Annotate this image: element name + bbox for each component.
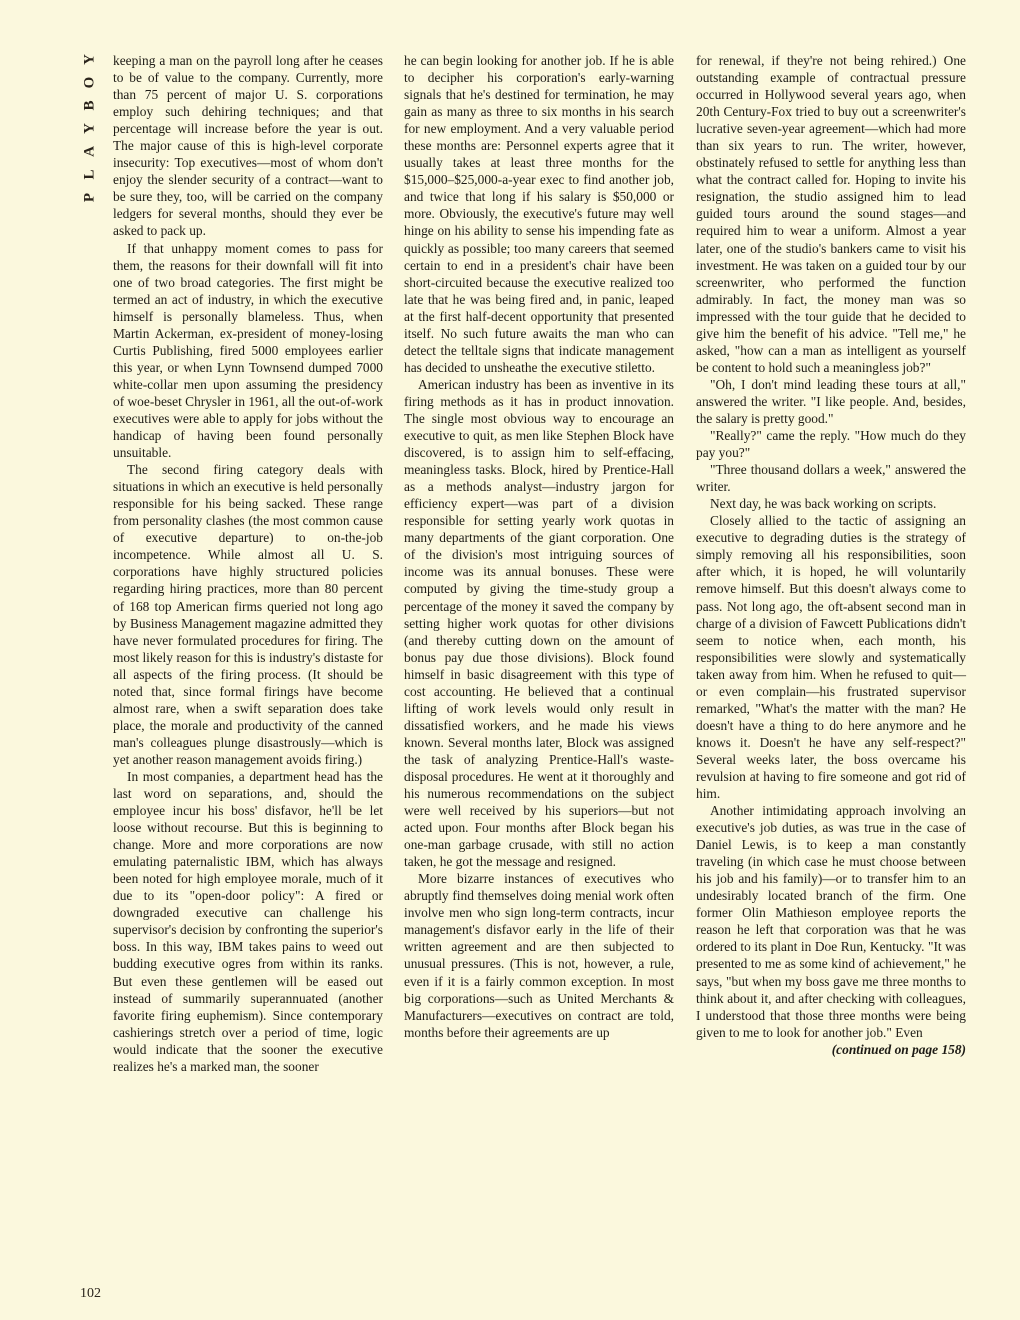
paragraph: "Really?" came the reply. "How much do they pay you?" [696, 428, 966, 461]
text-column-1 [113, 52, 383, 1075]
magazine-masthead [82, 48, 98, 209]
paragraph: More bizarre instances of executives who abruptly find themselves doing menial work often involve men who sign long-term contracts, incur management's disfavor early in the life of their written agreement and are then subjected to unusual pressures. (This is not, however, a rule, even if it is a fairly common exception. In most big corporations—such as United Merchants & Manufacturers—executives on contract are told, months before their agreements are up [404, 871, 674, 1040]
masthead-letter: P [81, 192, 98, 203]
text-column-3 [696, 52, 966, 1058]
continued-line: (continued on page 158) [831, 1041, 966, 1057]
masthead-letter: A [81, 146, 98, 157]
paragraph: for renewal, if they're not being rehired.) One outstanding example of contractual pressure occurred in Hollywood several years ago, when 20th Century-Fox tried to buy out a screenwriter's lucrative seven-year agreement—which had more than six years to run. The writer, however, obstinately refused to settle for anything less than what the contract called for. Hoping to invite his resignation, the studio assigned him to lead guided tours around the sound stages—and required him to wear a uniform. Almost a year later, one of the studio's bankers came to visit his investment. He was taken on a guided tour by our screenwriter, who performed the function admirably. In fact, the money man was so impressed with the tour guide that he decided to give him the benefit of his advice. "Tell me," he asked, "how can a man as intelligent as yourself be content to hold such a meaningless job?" [696, 53, 966, 375]
masthead-letter: Y [81, 54, 98, 65]
page-number: 102 [80, 1286, 101, 1301]
paragraph: Next day, he was back working on scripts. [710, 496, 937, 512]
paragraph: If that unhappy moment comes to pass for them, the reasons for their downfall will fit into one of two broad categories. The first might be termed an act of industry, in which the executive himself is personally blameless. Thus, when Martin Ackerman, ex-president of money-losing Curtis Publishing, fired 5000 employees earlier this year, or when Lynn Townsend dumped 7000 white-collar men upon assuming the presidency of woe-beset Chrysler in 1961, all the out-of-work executives were able to apply for jobs without the handicap of having been found personally unsuitable. [113, 240, 383, 461]
paragraph: he can begin looking for another job. If he is able to decipher his corporation's early-warning signals that he's destined for termination, he may gain as many as three to six months in his search for new employment. And a very valuable period these months are: Personnel experts agree that it usually takes at least three months for the $15,000–$25,000-a-year exec to find another job, and twice that long if his salary is $50,000 or more. Obviously, the executive's future may well hinge on his ability to sense his impending fate as quickly as possible; too many careers that seemed certain to end in a president's chair have been short-circuited because the executive realized too late that he was being fired and, in panic, leaped at the first half-decent opportunity that presented itself. No such future awaits the man who can detect the telltale signs that indicate management has decided to unsheathe the executive stiletto. [404, 53, 674, 375]
masthead-letter: B [81, 100, 98, 111]
paragraph: Closely allied to the tactic of assigning an executive to degrading duties is the strategy of simply removing all his responsibilities, soon after which, it is hoped, he will voluntarily remove himself. But this doesn't always come to pass. Not long ago, the oft-absent second man in charge of a division of Fawcett Publications didn't seem to notice when, each month, his responsibilities were slowly and systematically taken away from him. When he refused to quit—or even complain—his frustrated supervisor remarked, "What's the matter with the man? He doesn't have a thing to do here anymore and he knows it. Doesn't he have any self-respect?" Several weeks later, the boss overcame his revulsion at having to fire someone and got rid of him. [696, 513, 966, 802]
masthead-letter: O [81, 76, 98, 89]
text-column-2 [404, 52, 674, 1041]
paragraph: Another intimidating approach involving an executive's job duties, as was true in the case of Daniel Lewis, is to keep a man constantly traveling (in which case he must choose between his job and his family)—or to transfer him to an undesirably located branch of the firm. One former Olin Mathieson employee reports the reason he left that corporation was that he was ordered to its plant in Doe Run, Kentucky. "It was presented to me as some kind of achievement," he says, "but when my boss gave me three months to think about it, and after checking with colleagues, I understood that those three months were being given to me to look for another job." Even [696, 803, 966, 1040]
masthead-letter: Y [81, 123, 98, 134]
paragraph: American industry has been as inventive in its firing methods as it has in product innovation. The single most obvious way to encourage an executive to quit, as men like Stephen Block have discovered, is to assign him to self-effacing, meaningless tasks. Block, hired by Prentice-Hall as a methods analyst—industry jargon for efficiency expert—was part of a division responsible for setting yearly work quotas in many departments of the giant corporation. One of the division's most intriguing sources of income was its annual bonuses. These were computed by giving the time-study group a percentage of the money it saved the company by setting higher work quotas for other divisions (and thereby cutting down on the amount of bonus pay due those divisions). Block found himself in basic disagreement with this type of cost accounting. He believed that a continual lifting of work levels would only result in dissatisfied workers, and he made his views known. Several months later, Block was assigned the task of analyzing Prentice-Hall's waste-disposal procedures. He went at it thoroughly and his numerous recommendations on the subject were well received by his superiors—but not acted upon. Four months after Block began his one-man garbage crusade, with still no action taken, he got the message and resigned. [404, 376, 674, 870]
paragraph: "Oh, I don't mind leading these tours at all," answered the writer. "I like people. And, besides, the salary is pretty good." [696, 376, 966, 426]
paragraph: keeping a man on the payroll long after he ceases to be of value to the company. Currently, more than 75 percent of major U. S. corporations employ such dehiring techniques; and that percentage will increase before the year is out. The major cause of this is high-level corporate insecurity: Top executives—most of whom don't enjoy the slender security of a contract—want to be sure they, too, will be carried on the company ledgers for several months, should they ever be asked to pack up. [113, 53, 383, 239]
paragraph: In most companies, a department head has the last word on separations, and, should the employee incur his boss' disfavor, he'll be let loose without recourse. But this is beginning to change. More and more corporations are now emulating paternalistic IBM, which has always been noted for high employee morale, much of it due to its "open-door policy": A fired or downgraded executive can challenge his supervisor's decision by confronting the superior's boss. In this way, IBM takes pains to weed out budding executive ogres from within its ranks. But even these gentlemen will be eased out instead of summarily superannuated (another favorite firing euphemism). Since contemporary cashierings stretch over a period of time, logic would indicate that the sooner the executive realizes he's a marked man, the sooner [113, 768, 383, 1074]
masthead-letter: L [81, 169, 98, 180]
paragraph: "Three thousand dollars a week," answered the writer. [696, 462, 966, 495]
paragraph: The second firing category deals with situations in which an executive is held personally responsible for his being sacked. These range from personality clashes (the most common cause of executive departure) to on-the-job incompetence. While almost all U. S. corporations have highly structured policies regarding hiring practices, more than 80 percent of 168 top American firms queried not long ago by Business Management magazine admitted they have never formulated procedures for firing. The most likely reason for this is industry's distaste for all aspects of the firing process. (It should be noted that, since formal firings have become almost rare, when a swift separation does take place, the morale and productivity of the canned man's colleagues plunge disastrously—which is yet another reason management avoids firing.) [113, 462, 383, 767]
